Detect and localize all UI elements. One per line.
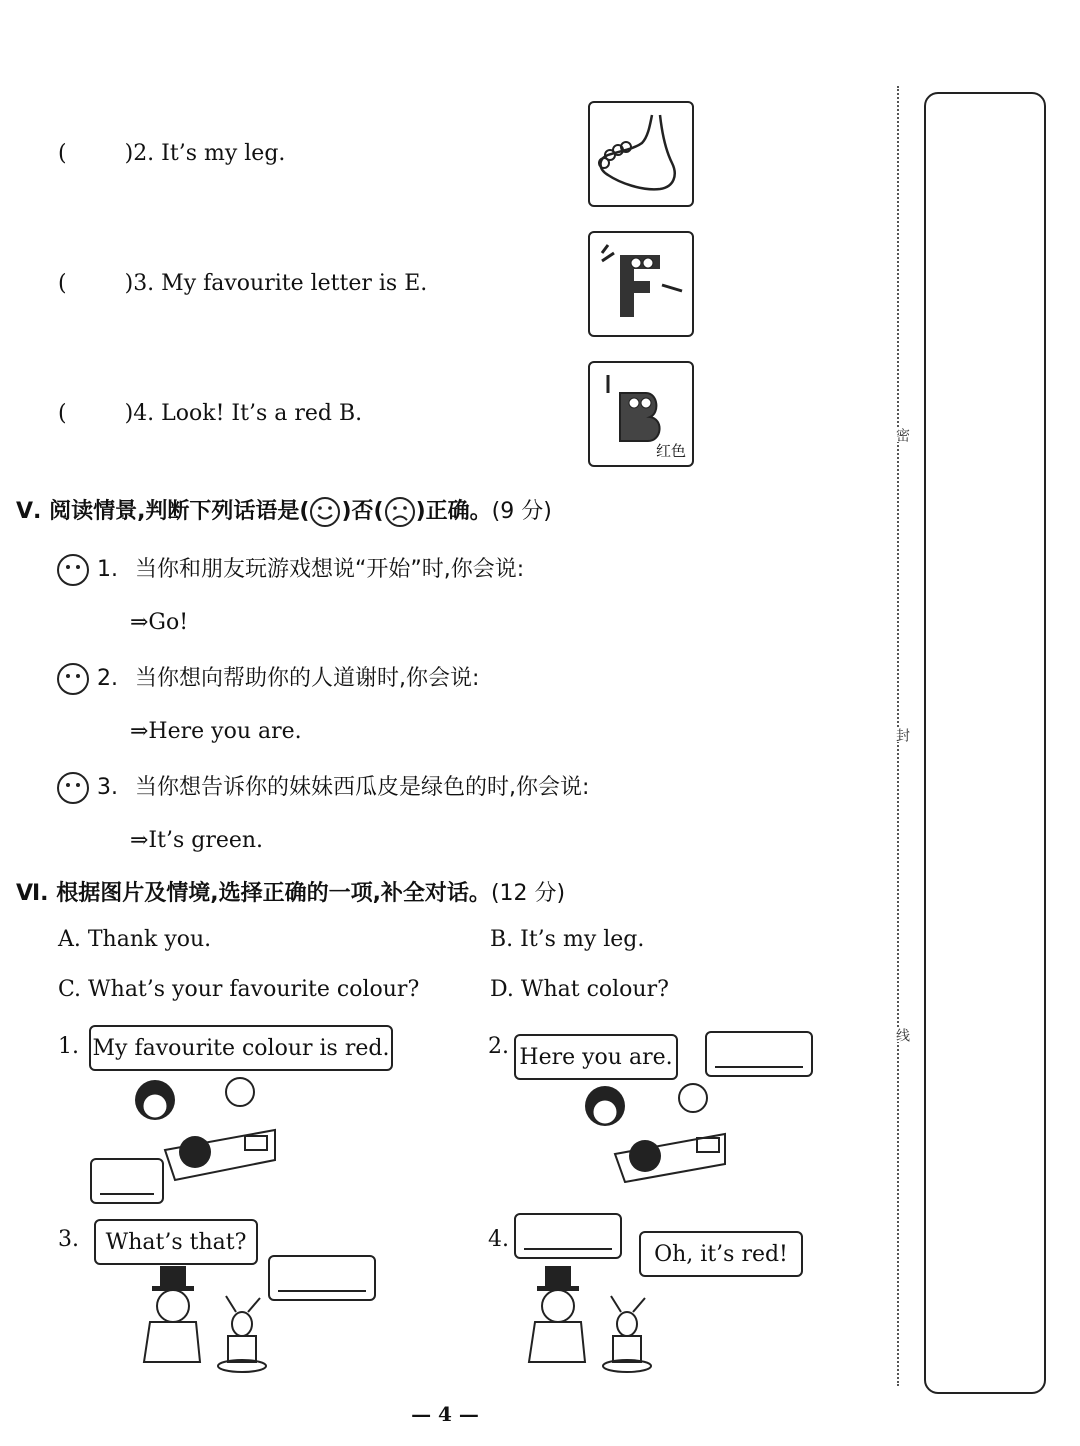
page-number: — 4 — xyxy=(411,1402,479,1426)
q5-answer-1: ⇒Go! xyxy=(130,610,189,635)
q5-answer-2: ⇒Here you are. xyxy=(130,719,302,744)
option-d: D. What colour? xyxy=(490,977,669,1002)
dialog-2-answer-blank[interactable] xyxy=(705,1031,813,1077)
q5-item-2: 2. 当你想向帮助你的人道谢时,你会说: xyxy=(56,661,479,696)
letter-f-image xyxy=(588,231,694,337)
side-char-mi: 密 xyxy=(894,428,910,442)
q5-item-1: 1. 当你和朋友玩游戏想说“开始”时,你会说: xyxy=(56,552,524,587)
q4-item-4: ( )4. Look! It’s a red B. xyxy=(58,401,363,426)
magician-rabbit-illustration xyxy=(515,1262,655,1374)
section-6-heading: Ⅵ. 根据图片及情境,选择正确的一项,补全对话。(12 分) xyxy=(16,881,566,906)
side-char-feng: 封 xyxy=(894,728,910,742)
blank-face-icon[interactable] xyxy=(56,662,90,696)
blank-face-icon[interactable] xyxy=(56,771,90,805)
q5-item-3: 3. 当你想告诉你的妹妹西瓜皮是绿色的时,你会说: xyxy=(56,770,589,805)
q4-item-2: ( )2. It’s my leg. xyxy=(58,141,286,166)
dialog-4-bubble: Oh, it’s red! xyxy=(639,1231,803,1277)
binding-panel xyxy=(924,92,1046,1394)
sad-face-icon xyxy=(384,496,416,528)
q4-item-3: ( )3. My favourite letter is E. xyxy=(58,271,428,296)
dialog-3-number: 3. xyxy=(58,1227,79,1252)
side-char-xian: 线 xyxy=(894,1028,910,1042)
pic-caption-red: 红色 xyxy=(655,442,686,460)
dialog-4-answer-blank[interactable] xyxy=(514,1213,622,1259)
dialog-2-number: 2. xyxy=(488,1034,509,1059)
blank-face-icon[interactable] xyxy=(56,553,90,587)
dialog-2-bubble: Here you are. xyxy=(514,1034,678,1080)
dialog-1-number: 1. xyxy=(58,1034,79,1059)
foot-image xyxy=(588,101,694,207)
letter-b-image xyxy=(588,361,694,467)
classroom-illustration xyxy=(575,1078,735,1183)
option-b: B. It’s my leg. xyxy=(490,927,645,952)
dialog-4-number: 4. xyxy=(488,1227,509,1252)
classroom-illustration xyxy=(125,1070,285,1185)
section-5-heading: Ⅴ. 阅读情景,判断下列话语是( )否( )正确。(9 分) xyxy=(16,494,552,528)
smile-face-icon xyxy=(309,496,341,528)
q5-answer-3: ⇒It’s green. xyxy=(130,828,264,853)
option-c: C. What’s your favourite colour? xyxy=(58,977,420,1002)
dialog-3-answer-blank[interactable] xyxy=(268,1255,376,1301)
dialog-1-bubble: My favourite colour is red. xyxy=(89,1025,393,1071)
option-a: A. Thank you. xyxy=(58,927,212,952)
dialog-3-bubble: What’s that? xyxy=(94,1219,258,1265)
magician-rabbit-illustration xyxy=(130,1262,270,1374)
